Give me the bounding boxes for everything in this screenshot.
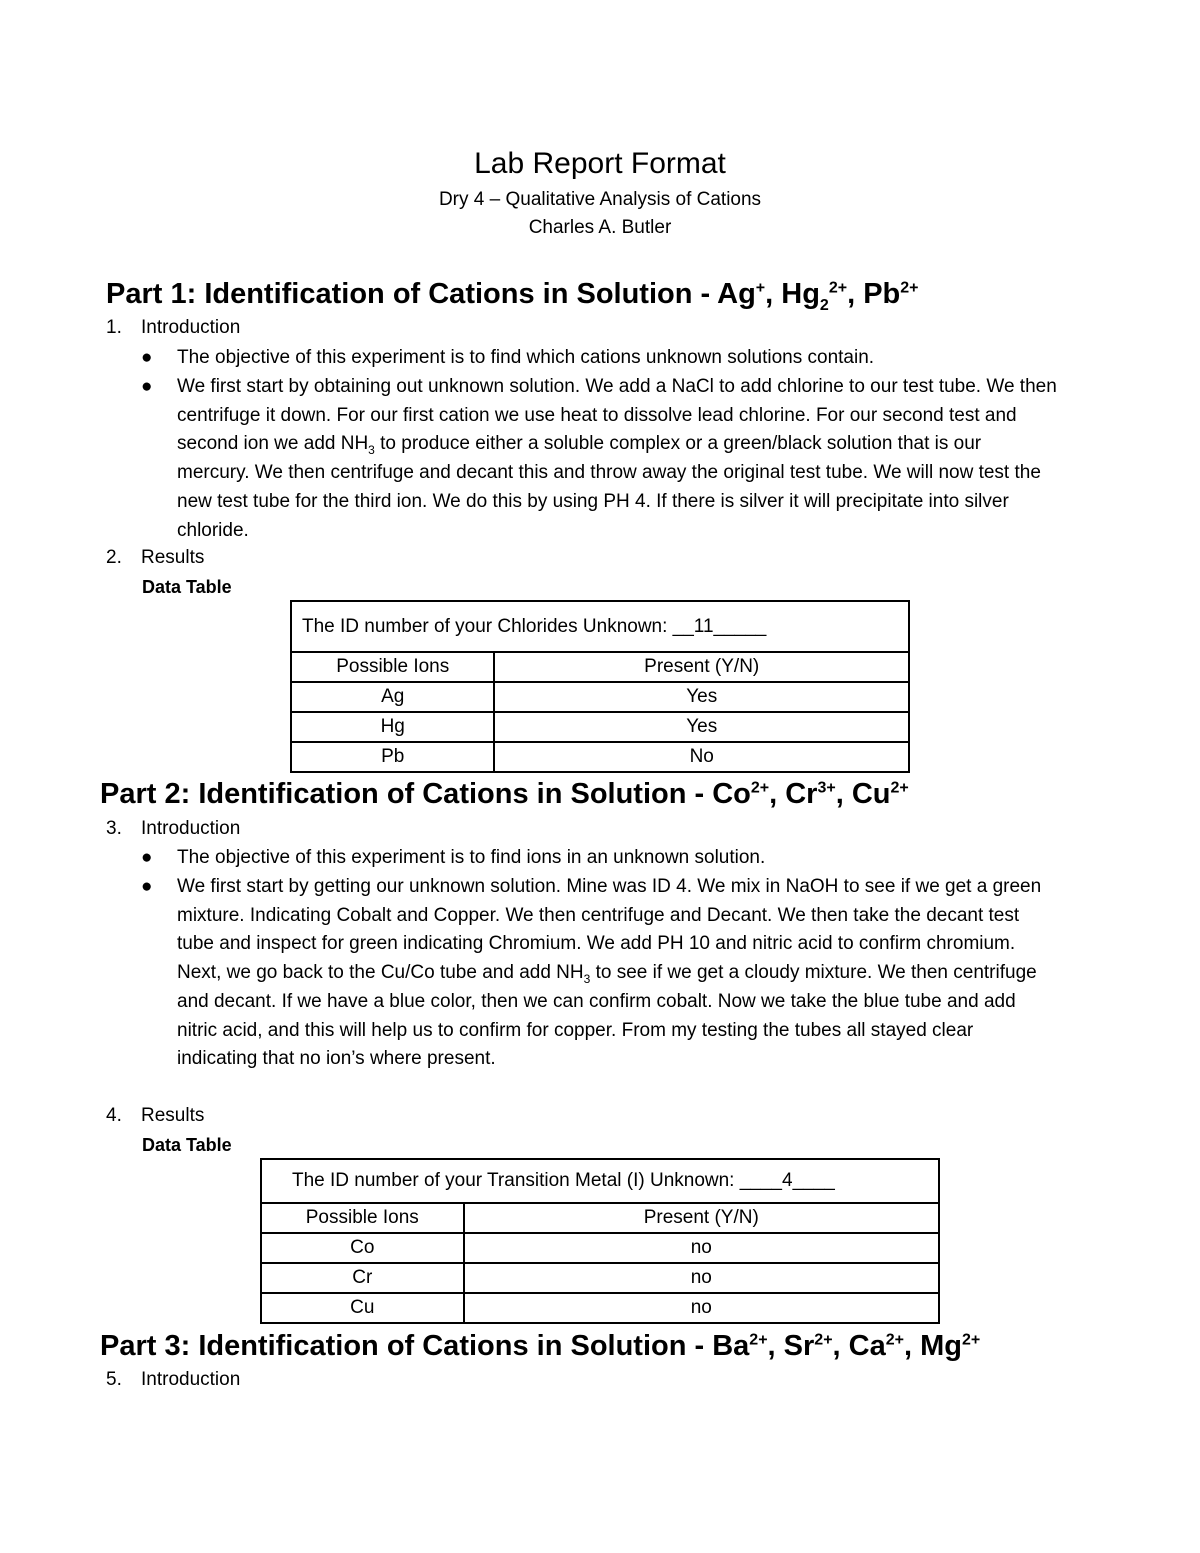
- part2-heading: Part 2: Identification of Cations in Solution - $Co^{2+}$, $Cr^{3+}$, $Cu^{2+}$: [100, 778, 909, 810]
- column-header-present: Present (Y/N): [464, 1203, 939, 1233]
- table-row: [291, 712, 909, 742]
- bullet-icon: ●: [141, 376, 153, 397]
- document-subtitle: Dry 4 – Qualitative Analysis of Cations: [438, 189, 762, 210]
- present-cell: no: [464, 1263, 939, 1293]
- ion-cell: Cu: [261, 1293, 464, 1323]
- table-header: The ID number of your Chlorides Unknown: __11_____: [291, 601, 909, 652]
- ion-cell: Cr: [261, 1263, 464, 1293]
- part3-heading: Part 3: Identification of Cations in Solution - $Ba^{2+}$, $Sr^{2+}$, $Ca^{2+}$, $Mg^{2+}$: [100, 1330, 981, 1362]
- ion-cell: Pb: [291, 742, 494, 772]
- table-row: [261, 1263, 939, 1293]
- document-author: Charles A. Butler: [528, 217, 672, 238]
- bullet-icon: ●: [141, 847, 153, 868]
- part2-introduction-item: 3. Introduction: [106, 818, 241, 839]
- part2-data-table: [260, 1158, 940, 1324]
- bullet-icon: ●: [141, 347, 153, 368]
- column-header-ions: Possible Ions: [291, 652, 494, 682]
- part1-bullet-objective: ● The objective of this experiment is to find which cations unknown solutions contain.: [177, 344, 1057, 373]
- part1-data-table: [290, 600, 910, 773]
- part2-bullet-procedure: ● We first start by getting our unknown solution. Mine was ID 4. We mix in NaOH to see if we get a green mixture. Indicating Cobalt and Copper. We then centrifuge and Decant. We then take the decant test tube and inspect for green indicating Chromium. We add PH 10 and nitric acid to confirm chromium. Next, we go back to the Cu/Co tube and add $NH_3$ to see if we get a cloudy mixture. We then centrifuge and decant. If we have a blue color, then we can confirm cobalt. Now we take the blue tube and add nitric acid, and this will help us to confirm for copper. From my testing the tubes all stayed clear indicating that no ion’s where present.: [177, 873, 1057, 1074]
- part2-bullet-objective: ● The objective of this experiment is to find ions in an unknown solution.: [177, 844, 1057, 873]
- part1-data-table-label: Data Table: [142, 577, 232, 597]
- table-row: [291, 682, 909, 712]
- part2-results-item: 4. Results: [106, 1105, 205, 1126]
- part1-bullet-procedure: ● We first start by obtaining out unknown solution. We add a NaCl to add chlorine to our test tube. We then centrifuge it down. For our first cation we use heat to dissolve lead chlorine. For our second test and second ion we add $NH_3$ to produce either a soluble complex or a green/black solution that is our mercury. We then centrifuge and decant this and throw away the original test tube. We will now test the new test tube for the third ion. We do this by using PH 4. If there is silver it will precipitate into silver chloride.: [177, 373, 1057, 545]
- column-header-ions: Possible Ions: [261, 1203, 464, 1233]
- part1-introduction-item: 1. Introduction: [106, 317, 241, 338]
- present-cell: no: [464, 1293, 939, 1323]
- present-cell: Yes: [494, 712, 909, 742]
- part3-introduction-item: 5. Introduction: [106, 1369, 241, 1390]
- column-header-present: Present (Y/N): [494, 652, 909, 682]
- part1-results-item: 2. Results: [106, 547, 205, 568]
- ion-cell: Co: [261, 1233, 464, 1263]
- document-title: Lab Report Format: [474, 147, 726, 180]
- present-cell: no: [464, 1233, 939, 1263]
- table-row: [261, 1293, 939, 1323]
- bullet-icon: ●: [141, 876, 153, 897]
- table-row: [261, 1233, 939, 1263]
- ion-cell: Hg: [291, 712, 494, 742]
- table-header: The ID number of your Transition Metal (I) Unknown: ____4____: [261, 1159, 939, 1203]
- part1-heading: Part 1: Identification of Cations in Solution - Ag+, $Hg_2^{2+}$, $Pb^{2+}$: [106, 278, 919, 314]
- present-cell: Yes: [494, 682, 909, 712]
- table-row: [291, 742, 909, 772]
- part2-data-table-label: Data Table: [142, 1135, 232, 1155]
- present-cell: No: [494, 742, 909, 772]
- ion-cell: Ag: [291, 682, 494, 712]
